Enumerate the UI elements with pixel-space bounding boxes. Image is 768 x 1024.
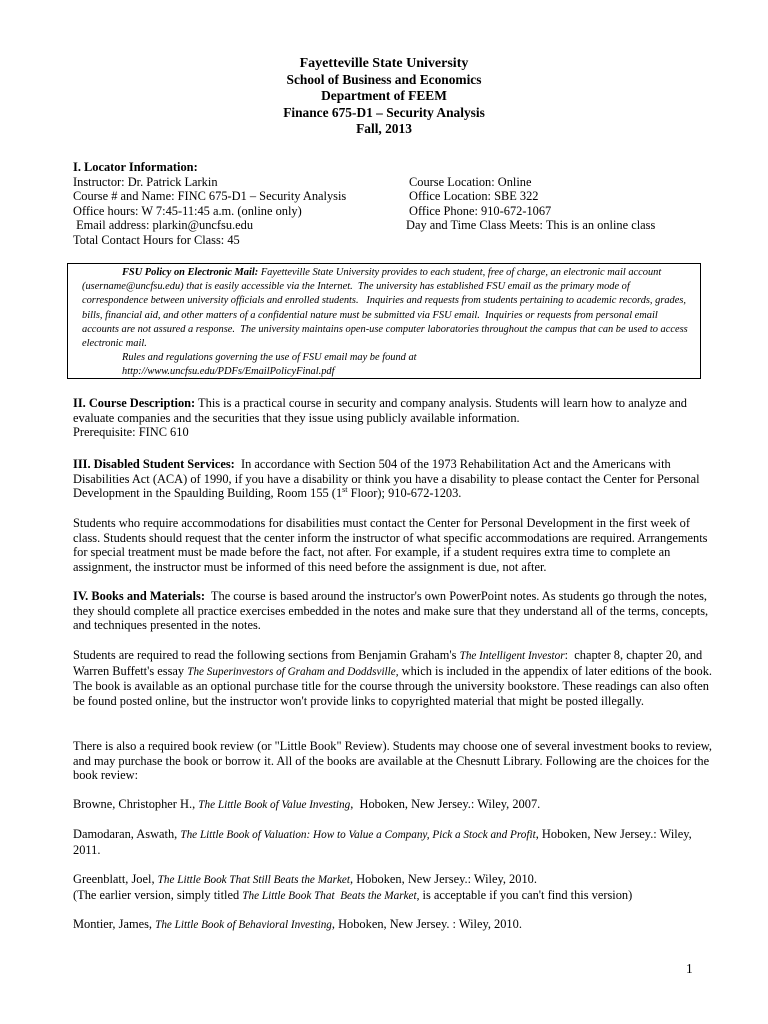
university-name: Fayetteville State University bbox=[299, 56, 469, 71]
book-review-paragraph bbox=[73, 739, 713, 783]
readings-text-c: which is included in the appendix of later editions of the book. The book is available as an optional purchase title for the course through the university bookstore. These readings can also often be found posted online, but the instructor won't provide links to copyrighted material that might be posted illegally. bbox=[73, 663, 713, 708]
reference-title: The Little Book of Value Investing bbox=[198, 799, 351, 811]
office-location-line: Office Location: SBE 322 bbox=[409, 189, 539, 204]
prerequisite: Prerequisite: FINC 610 bbox=[73, 425, 189, 440]
reference-publisher: , Hoboken, New Jersey.: Wiley, 2011. bbox=[73, 827, 692, 857]
essay-title-superinvestors: The Superinvestors of Graham and Doddsville, bbox=[187, 665, 399, 678]
disabled-services-heading: III. Disabled Student Services: bbox=[73, 457, 235, 471]
reference-author: Greenblatt, Joel, bbox=[73, 872, 158, 886]
reference-greenblatt bbox=[73, 872, 713, 903]
reference-montier bbox=[73, 917, 713, 933]
reference-note-title: The Little Book That Beats the Market, bbox=[242, 889, 420, 902]
reference-author: Montier, James, bbox=[73, 917, 156, 931]
course-description-heading: II. Course Description: bbox=[73, 396, 196, 410]
page-number: 1 bbox=[686, 961, 693, 976]
department-name: Department of FEEM bbox=[321, 88, 447, 104]
readings-text-b: : chapter 8, chapter 20, and Warren Buffett's essay bbox=[73, 648, 706, 678]
readings-text-a: Students are required to read the following sections from Benjamin Graham's bbox=[73, 648, 460, 662]
disabled-services-body: In accordance with Section 504 of the 1973 Rehabilitation Act and the Americans with Disabilities Act (ACA) of 1990, if you have a disability or think you have a disability to please contact the Center for Personal Development in the Spaulding Building, Room 155 (1 bbox=[73, 457, 703, 501]
reference-note-b: is acceptable if you can't find this version) bbox=[419, 887, 633, 902]
disabled-services-section bbox=[73, 457, 713, 501]
accommodations-text: Students who require accommodations for disabilities must contact the Center for Personal Development in the first week of class. Students should request that the center inform the instructor of what specific accommodations are required. Arrangements for special treatment must be made before the fact, not after. For example, if a student requires extra time to complete an assignment, the instructor must be informed of this need before the assignment is due, not after. bbox=[73, 516, 708, 574]
school-name: School of Business and Economics bbox=[286, 72, 482, 88]
locator-heading: I. Locator Information: bbox=[73, 160, 198, 174]
policy-url: http://www.uncfsu.edu/PDFs/EmailPolicyFinal.pdf bbox=[122, 366, 335, 378]
readings-paragraph bbox=[73, 648, 713, 708]
reference-title: The Little Book That Still Beats the Market bbox=[157, 874, 350, 886]
reference-publisher: , Hoboken, New Jersey.: Wiley, 2007. bbox=[350, 797, 541, 811]
course-location-line: Course Location: Online bbox=[409, 174, 532, 189]
books-body: The course is based around the instructor's own PowerPoint notes. As students go through the notes, they should complete all practice exercises embedded in the notes and make sure that they understand all of the terms, concepts, and techniques presented in the notes. bbox=[73, 589, 712, 633]
locator-section bbox=[73, 160, 713, 248]
term: Fall, 2013 bbox=[356, 120, 412, 136]
reference-title: The Little Book of Behavioral Investing bbox=[155, 919, 332, 931]
document-header bbox=[0, 56, 768, 137]
book-title-intelligent-investor: The Intelligent Investor bbox=[459, 650, 565, 662]
reference-publisher: , Hoboken, New Jersey.: Wiley, 2010. bbox=[350, 872, 537, 886]
email-policy-box bbox=[67, 263, 701, 379]
accommodations-paragraph bbox=[73, 516, 713, 574]
contact-hours-line: Total Contact Hours for Class: 45 bbox=[73, 232, 240, 247]
reference-publisher: , Hoboken, New Jersey. : Wiley, 2010. bbox=[331, 917, 522, 931]
reference-browne bbox=[73, 797, 713, 813]
email-line: Email address: plarkin@uncfsu.edu bbox=[73, 218, 254, 233]
course-description-body: This is a practical course in security and company analysis. Students will learn how to analyze and evaluate companies and the securities that they issue using publicly available information. bbox=[73, 396, 691, 425]
policy-title: FSU Policy on Electronic Mail: bbox=[122, 267, 259, 278]
policy-rules: Rules and regulations governing the use of FSU email may be found at bbox=[122, 352, 417, 364]
books-section bbox=[73, 589, 713, 633]
reference-author: Browne, Christopher H., bbox=[73, 797, 199, 811]
floor-superscript: st bbox=[342, 485, 348, 495]
reference-damodaran bbox=[73, 827, 713, 857]
office-hours-line: Office hours: W 7:45-11:45 a.m. (online only) bbox=[73, 203, 302, 218]
office-phone-line: Office Phone: 910-672-1067 bbox=[409, 203, 552, 218]
reference-title: The Little Book of Valuation: How to Value a Company, Pick a Stock and Profit bbox=[180, 829, 536, 841]
course-name-line: Course # and Name: FINC 675-D1 – Security Analysis bbox=[73, 189, 347, 204]
instructor-line: Instructor: Dr. Patrick Larkin bbox=[73, 174, 218, 189]
disabled-services-body-end: Floor); 910-672-1203. bbox=[347, 486, 462, 501]
course-description-section bbox=[73, 396, 713, 440]
books-heading: IV. Books and Materials: bbox=[73, 589, 205, 603]
policy-body: Fayetteville State University provides to each student, free of charge, an electronic mail account (username@uncfsu.edu) that is easily accessible via the Internet. The university has established FSU email as the primary mode of correspondence between university officials and enrolled students. Inquiries and requests from students pertaining to academic records, grades, bills, financial aid, and other matters of a confidential nature must be submitted via FSU email. Inquiries or requests from personal email accounts are not assured a response. The university maintains open-use computer laboratories throughout the campus that can be used to access electronic mail. bbox=[82, 267, 691, 350]
reference-author: Damodaran, Aswath, bbox=[73, 827, 181, 841]
course-title: Finance 675-D1 – Security Analysis bbox=[283, 104, 485, 120]
book-review-text: There is also a required book review (or "Little Book" Review). Students may choose one of several investment books to review, and may purchase the book or borrow it. All of the books are available at the Chesnutt Library. Following are the choices for the book review: bbox=[73, 739, 713, 783]
meeting-time-line: Day and Time Class Meets: This is an online class bbox=[406, 218, 656, 233]
reference-note-a: (The earlier version, simply titled bbox=[73, 887, 243, 902]
